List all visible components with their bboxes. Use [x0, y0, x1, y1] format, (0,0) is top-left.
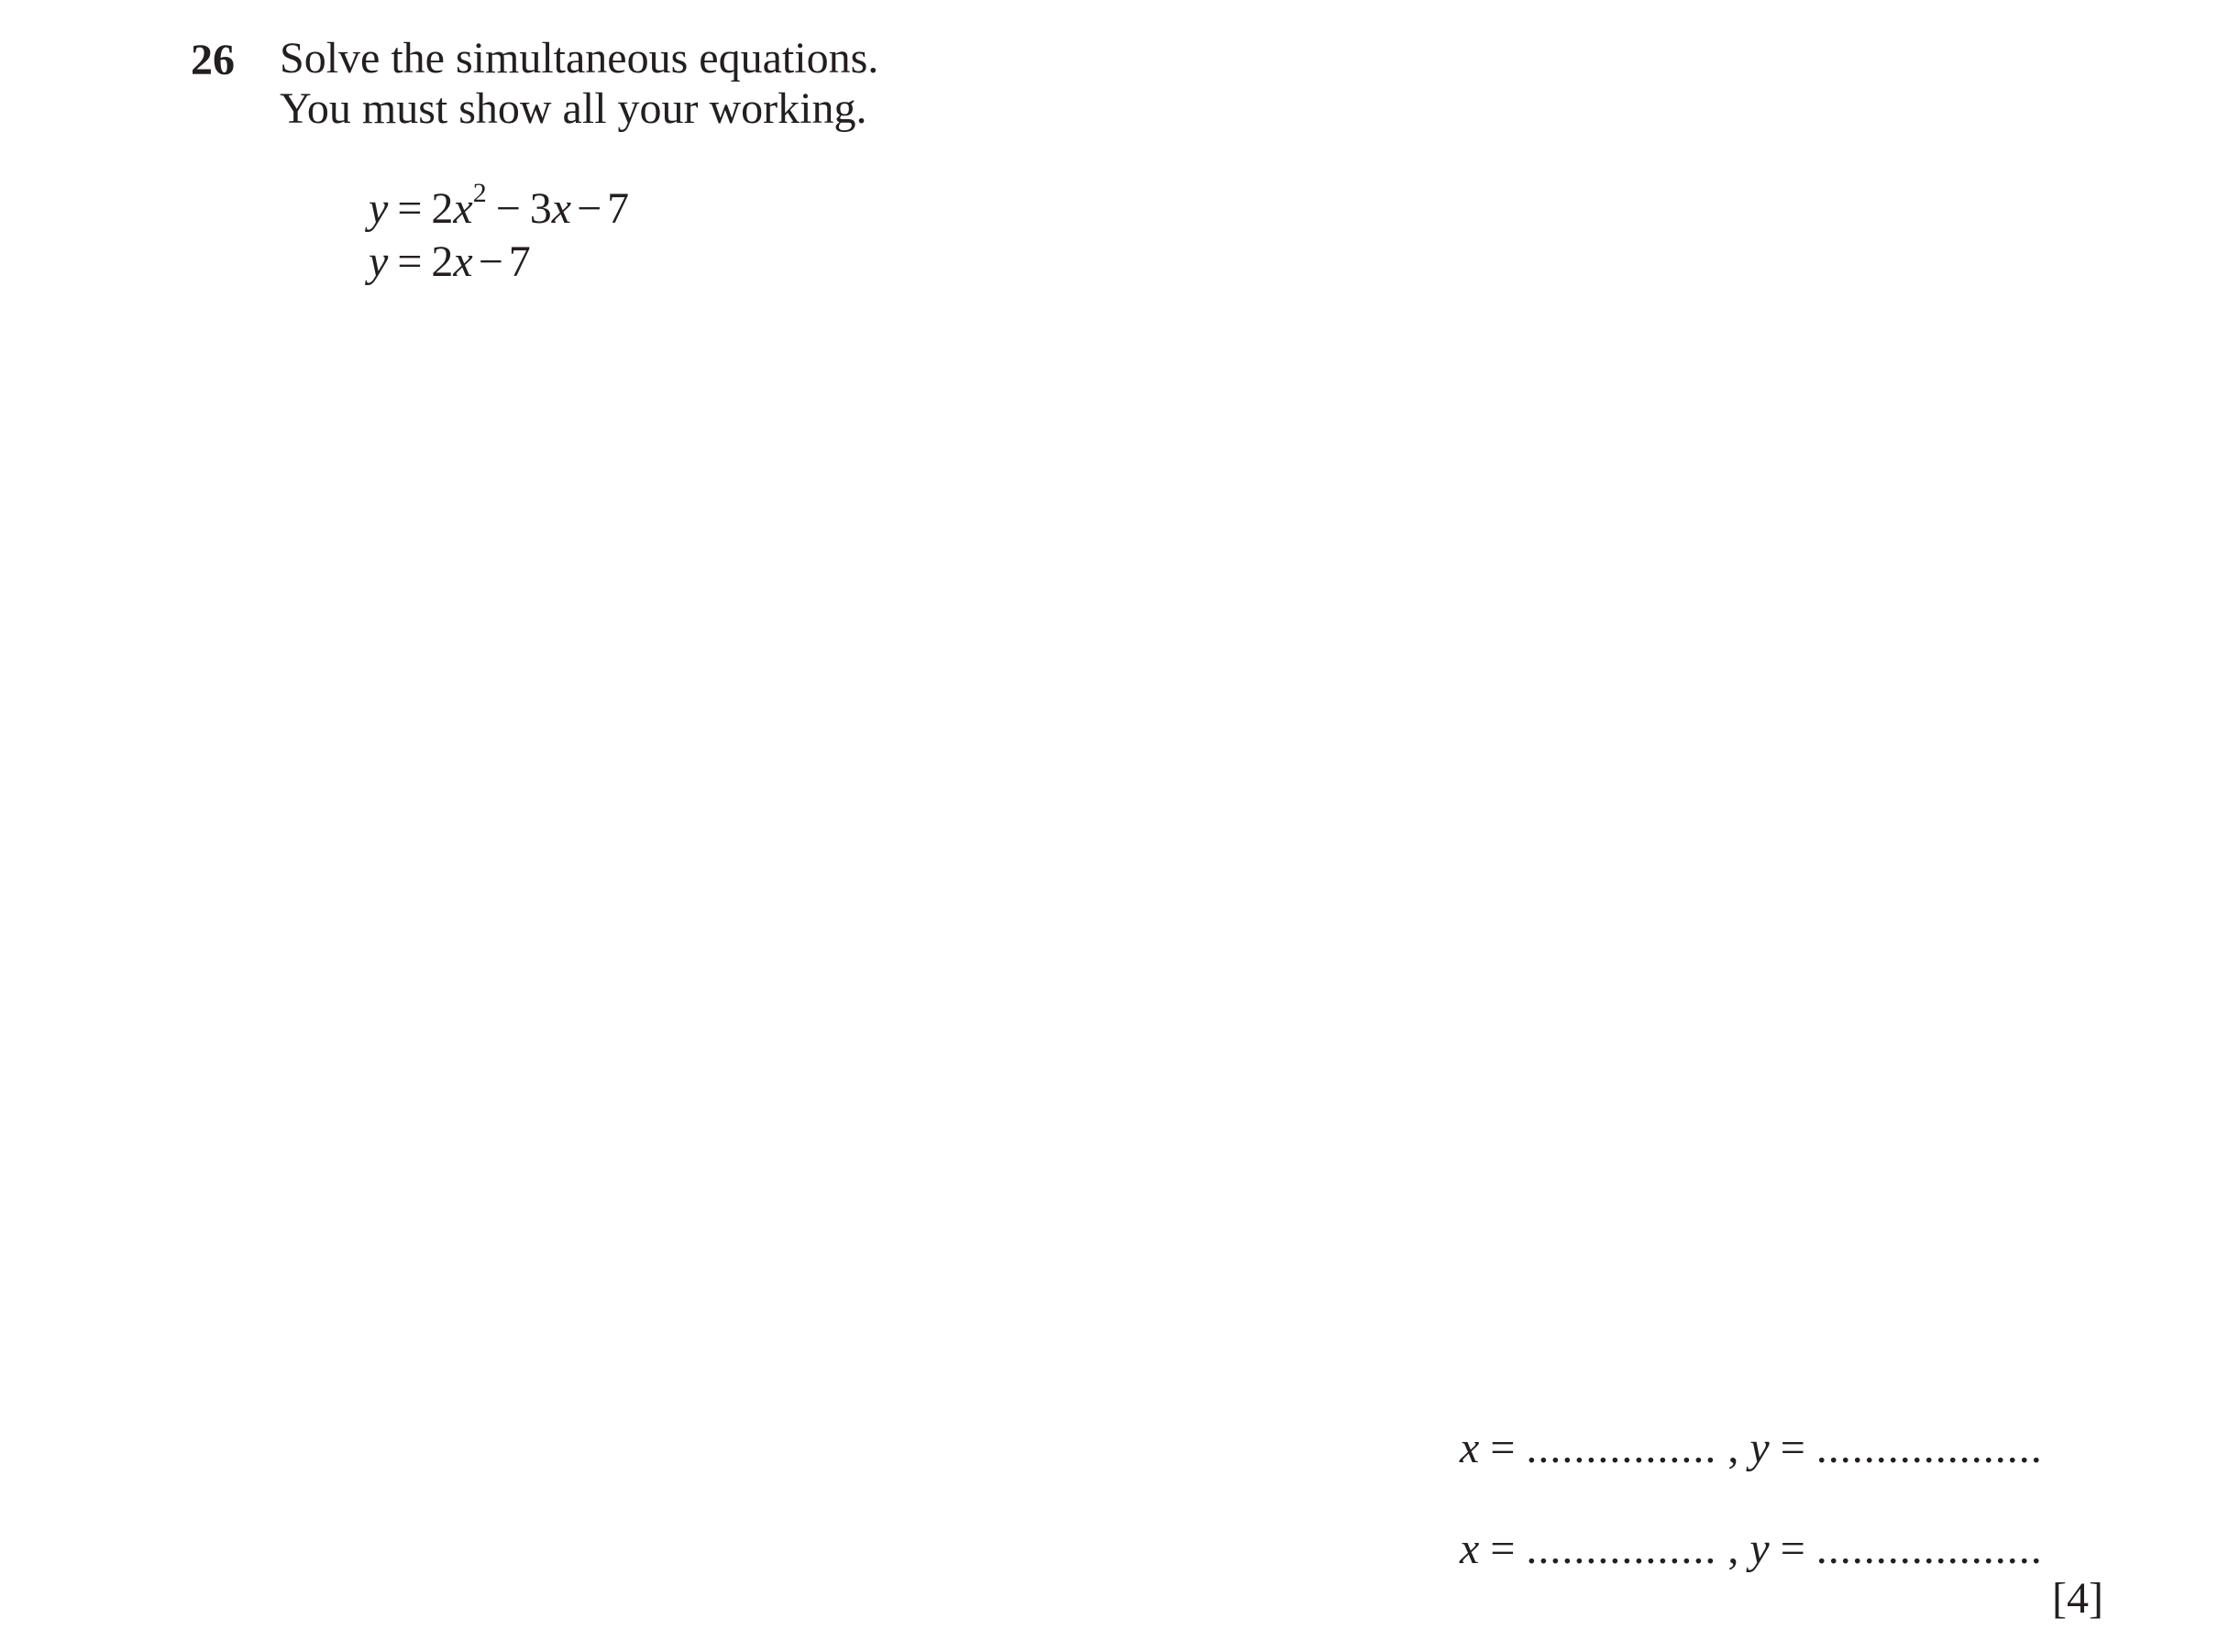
- answer-line-1[interactable]: [1460, 1423, 2043, 1474]
- answer2-x-blank[interactable]: ................: [1526, 1525, 1717, 1573]
- eq2-const: 7: [508, 237, 531, 286]
- equation-quadratic: [369, 178, 630, 235]
- question-text: [280, 33, 878, 134]
- equation-linear: [369, 237, 531, 288]
- question-number: 26: [191, 36, 235, 84]
- answer1-y-label: y: [1749, 1424, 1770, 1472]
- eq1-minus1: −: [495, 184, 521, 233]
- eq1-term2-var: x: [551, 184, 572, 233]
- answer1-x-label: x: [1460, 1424, 1480, 1472]
- question-instruction: Solve the simultaneous equations.: [280, 34, 879, 83]
- answer2-comma: ,: [1727, 1525, 1739, 1573]
- eq1-lhs: y: [369, 184, 389, 233]
- eq1-equals: =: [397, 184, 423, 233]
- eq1-const: 7: [607, 184, 630, 233]
- answer2-x-label: x: [1460, 1525, 1480, 1573]
- eq1-var: x: [453, 184, 473, 233]
- answer1-comma: ,: [1727, 1424, 1739, 1472]
- eq1-term2-coef: 3: [529, 184, 552, 233]
- answer2-x-equals: =: [1490, 1525, 1516, 1573]
- eq1-minus2: −: [577, 184, 602, 233]
- answer1-x-blank[interactable]: ................: [1526, 1424, 1717, 1472]
- eq1-coef: 2: [431, 184, 454, 233]
- answer2-y-equals: =: [1780, 1525, 1805, 1573]
- question-working-note: You must show all your working.: [280, 84, 867, 133]
- answer1-y-blank[interactable]: ...................: [1815, 1424, 2043, 1472]
- answer-line-2[interactable]: [1460, 1524, 2043, 1575]
- answer2-y-label: y: [1749, 1525, 1770, 1573]
- eq2-equals: =: [397, 237, 423, 286]
- eq2-var: x: [453, 237, 473, 286]
- answer2-y-blank[interactable]: ...................: [1815, 1525, 2043, 1573]
- marks-indicator: [4]: [2052, 1574, 2103, 1623]
- eq1-power: 2: [472, 178, 487, 208]
- eq2-minus: −: [478, 237, 503, 286]
- answer1-y-equals: =: [1780, 1424, 1805, 1472]
- eq2-lhs: y: [369, 237, 389, 286]
- eq2-coef: 2: [431, 237, 454, 286]
- answer1-x-equals: =: [1490, 1424, 1516, 1472]
